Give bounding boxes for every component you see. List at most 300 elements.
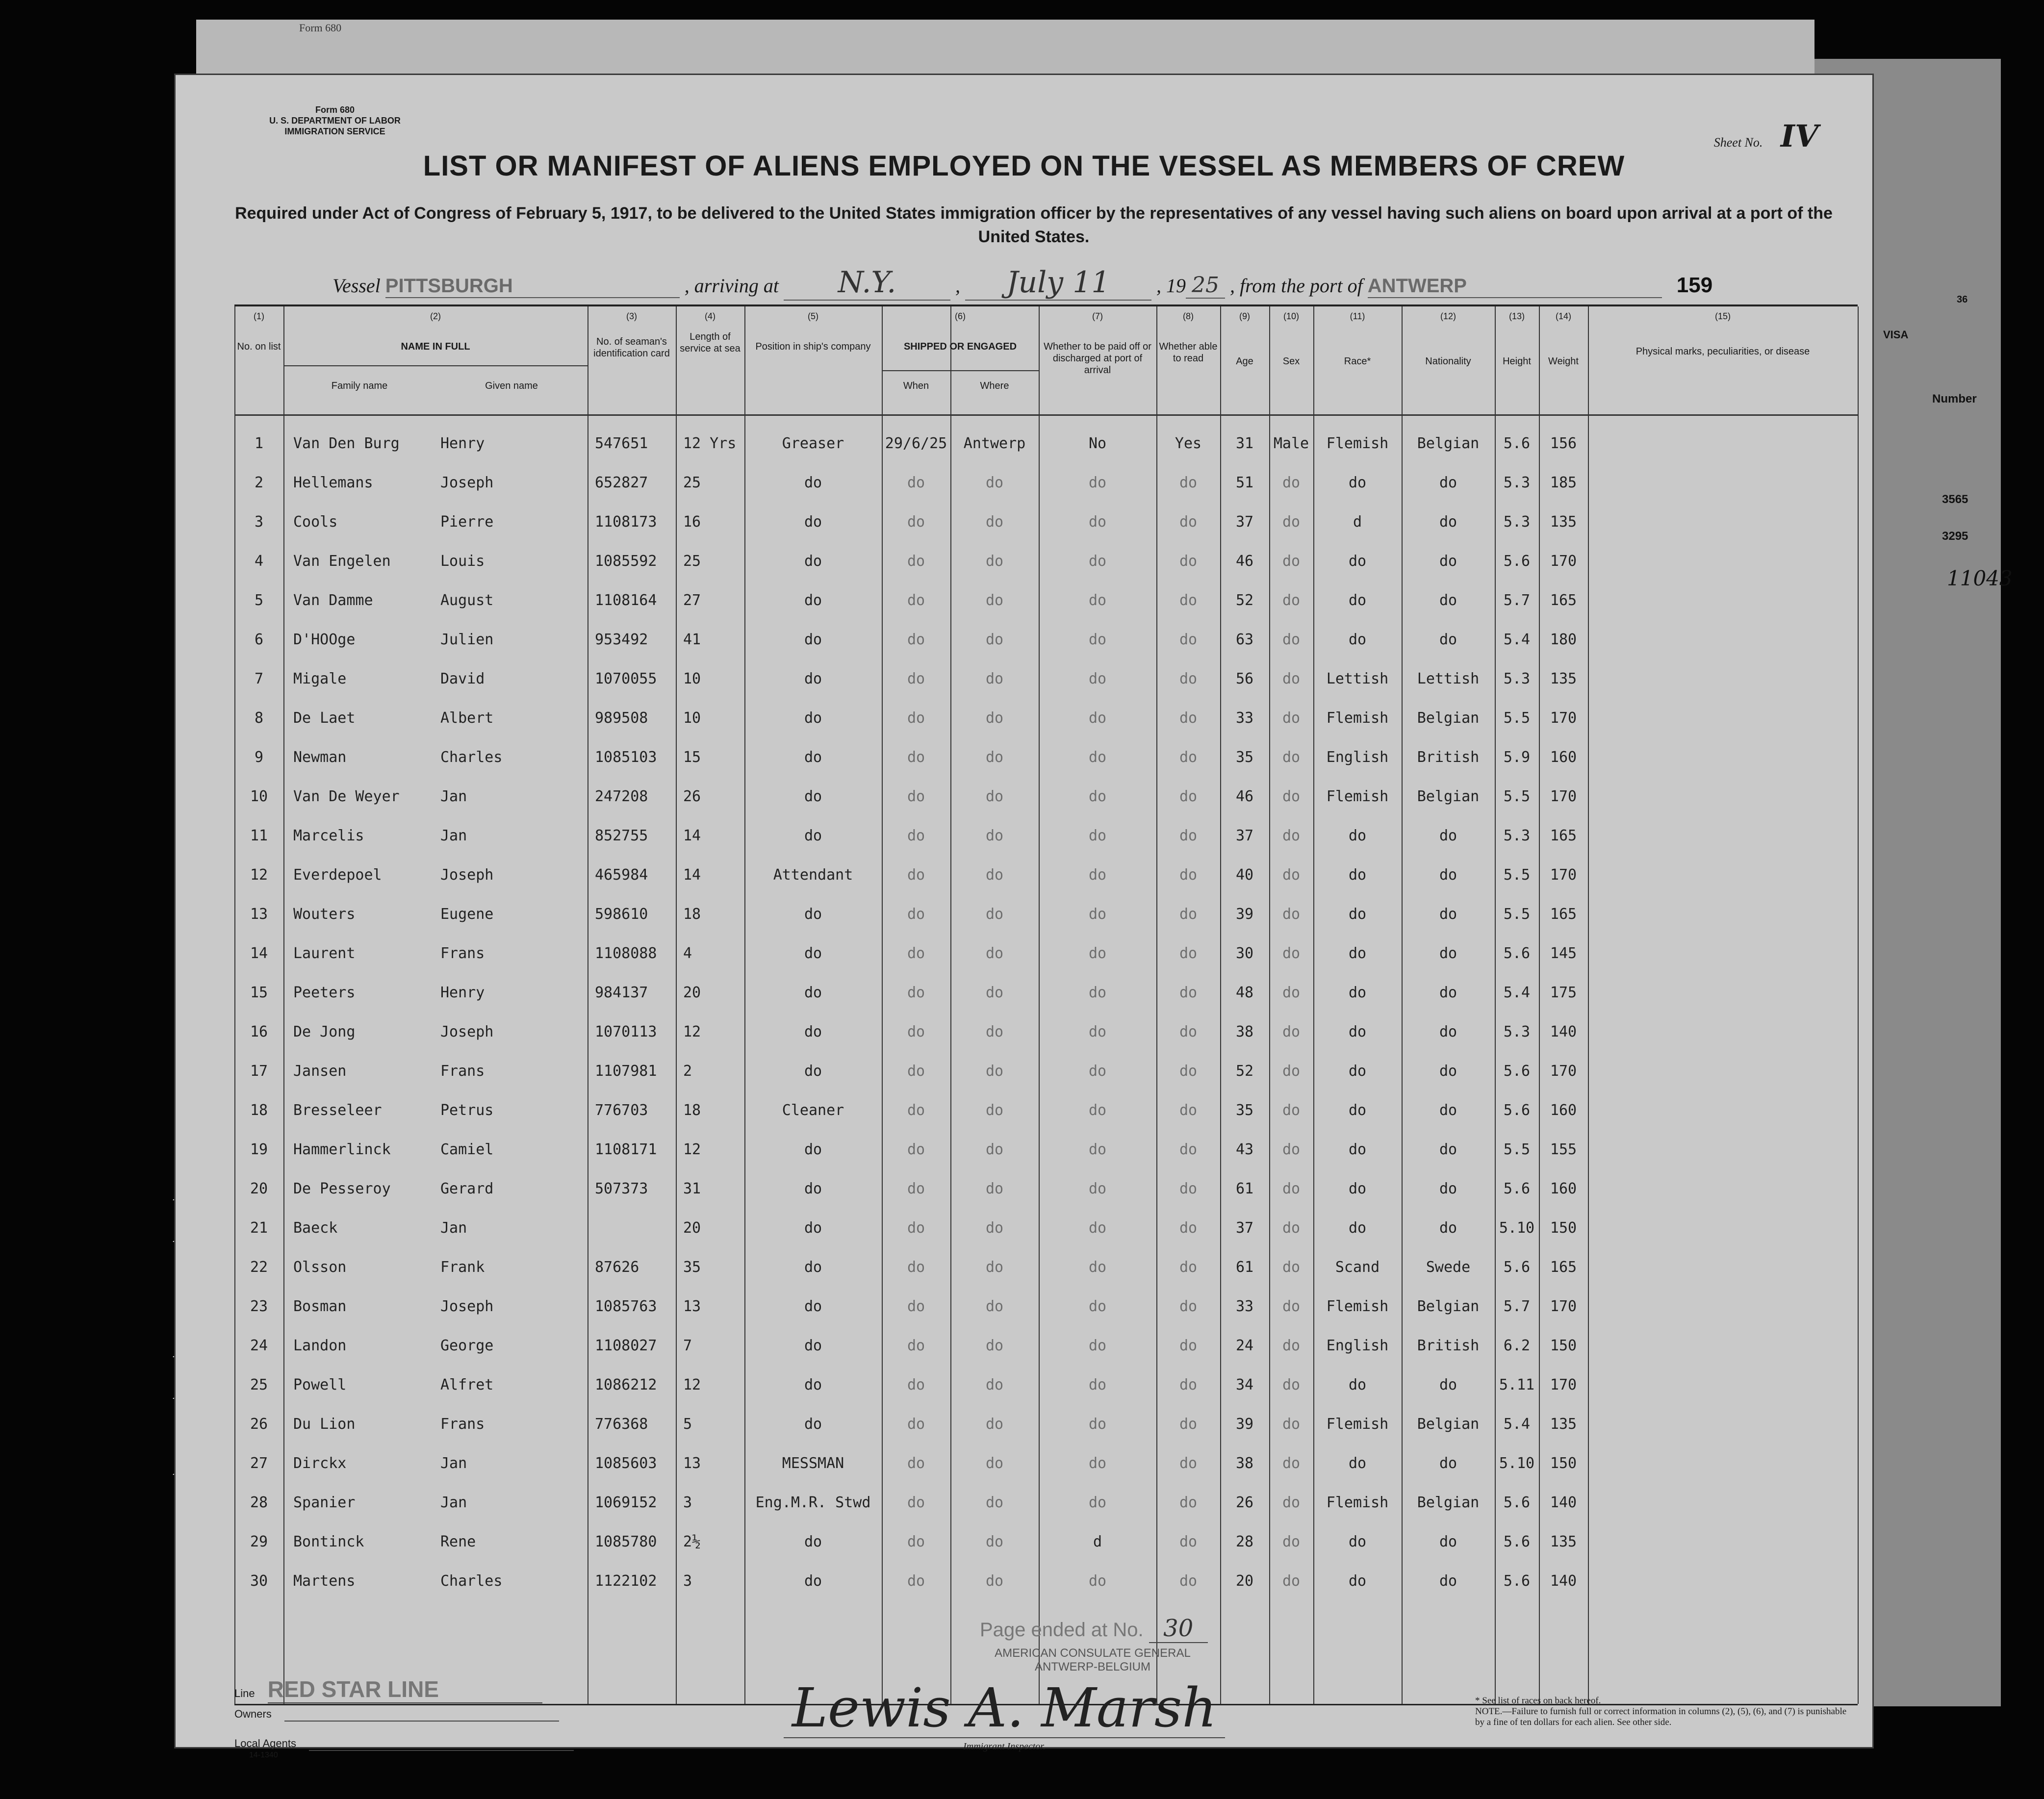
cell-card: 1086212: [595, 1376, 657, 1394]
cell-age: 61: [1235, 1259, 1254, 1276]
cell-weight: 175: [1550, 984, 1577, 1001]
cell-sex: do: [1282, 1023, 1301, 1040]
cell-card: 953492: [595, 631, 648, 648]
cell-service: 5: [683, 1416, 692, 1433]
cell-weight: 185: [1550, 474, 1577, 491]
cell-given: Alfret: [440, 1376, 494, 1394]
cell-where: do: [985, 866, 1004, 884]
cell-given: Jan: [440, 827, 467, 844]
cell-when: do: [907, 1063, 925, 1080]
cell-weight: 140: [1550, 1023, 1577, 1040]
cell-given: Jan: [440, 788, 467, 805]
cell-when: do: [907, 513, 925, 531]
side-code: 36: [1957, 294, 1968, 305]
cell-position: do: [804, 788, 822, 805]
cell-read: do: [1179, 1455, 1198, 1472]
cell-where: do: [985, 1337, 1004, 1354]
table-row: [234, 856, 1858, 895]
cell-race: English: [1326, 1337, 1389, 1354]
cell-family: Landon: [293, 1337, 347, 1354]
cell-weight: 160: [1550, 749, 1577, 766]
cell-no: 3: [254, 513, 264, 531]
cell-position: do: [804, 749, 822, 766]
cell-nat: do: [1439, 553, 1457, 570]
hdr-no-on-list: No. on list: [237, 341, 281, 352]
cell-service: 31: [683, 1180, 701, 1197]
cell-paid: do: [1088, 866, 1107, 884]
cell-height: 5.5: [1503, 788, 1531, 805]
cell-where: do: [985, 1533, 1004, 1550]
cell-nat: Belgian: [1417, 435, 1480, 452]
cell-card: 465984: [595, 866, 648, 884]
table-row: [234, 816, 1858, 856]
cell-position: do: [804, 1416, 822, 1433]
cell-given: Henry: [440, 984, 485, 1001]
hdr-when: When: [903, 380, 929, 391]
hdr-race: Race*: [1344, 356, 1371, 367]
cell-sex: do: [1282, 1180, 1301, 1197]
hdr-age: Age: [1236, 356, 1253, 367]
cell-family: De Jong: [293, 1023, 356, 1040]
cell-when: do: [907, 1337, 925, 1354]
cell-nat: do: [1439, 1455, 1457, 1472]
hdr-shipped: SHIPPED OR ENGAGED: [903, 341, 1017, 352]
cell-height: 5.6: [1503, 1259, 1531, 1276]
table-row: [234, 1366, 1858, 1405]
cell-paid: do: [1088, 1259, 1107, 1276]
cell-weight: 170: [1550, 1298, 1577, 1315]
cell-height: 5.4: [1503, 1416, 1531, 1433]
cell-sex: do: [1282, 788, 1301, 805]
table-row: [234, 503, 1858, 542]
cell-no: 14: [250, 945, 268, 962]
cell-card: 1122102: [595, 1572, 657, 1590]
cell-family: Spanier: [293, 1494, 356, 1511]
department: U. S. DEPARTMENT OF LABOR: [269, 116, 401, 126]
sheet-label: Sheet No.: [1713, 135, 1763, 150]
cell-no: 6: [254, 631, 264, 648]
cell-paid: do: [1088, 945, 1107, 962]
cell-weight: 170: [1550, 1063, 1577, 1080]
arriving-label: , arriving at: [684, 275, 779, 297]
table-row: [234, 424, 1858, 463]
cell-read: do: [1179, 1141, 1198, 1158]
cell-given: Jan: [440, 1455, 467, 1472]
cell-card: 989508: [595, 709, 648, 727]
cell-weight: 165: [1550, 1259, 1577, 1276]
cell-when: do: [907, 788, 925, 805]
cell-position: MESSMAN: [782, 1455, 844, 1472]
cell-service: 10: [683, 670, 701, 687]
cell-sex: do: [1282, 866, 1301, 884]
cell-where: do: [985, 631, 1004, 648]
cell-nat: do: [1439, 945, 1457, 962]
cell-race: Flemish: [1326, 435, 1389, 452]
cell-card: 1085763: [595, 1298, 657, 1315]
table-row: [234, 1209, 1858, 1248]
cell-weight: 160: [1550, 1102, 1577, 1119]
underlying-form-label: Form 680: [299, 22, 342, 34]
cell-weight: 170: [1550, 1376, 1577, 1394]
cell-service: 27: [683, 592, 701, 609]
cell-when: do: [907, 1572, 925, 1590]
cell-given: Joseph: [440, 474, 494, 491]
cell-when: 29/6/25: [885, 435, 947, 452]
cell-paid: do: [1088, 709, 1107, 727]
table-row: [234, 1483, 1858, 1522]
cell-no: 13: [250, 906, 268, 923]
cell-age: 31: [1235, 435, 1254, 452]
cell-age: 56: [1235, 670, 1254, 687]
cell-nat: do: [1439, 513, 1457, 531]
cell-height: 5.10: [1499, 1219, 1535, 1237]
cell-card: 547651: [595, 435, 648, 452]
cell-given: Joseph: [440, 1023, 494, 1040]
cell-given: Julien: [440, 631, 494, 648]
cell-race: Flemish: [1326, 1298, 1389, 1315]
port-label: , from the port of: [1230, 275, 1363, 297]
cell-race: do: [1348, 1023, 1367, 1040]
cell-card: 1108173: [595, 513, 657, 531]
cell-paid: do: [1088, 1298, 1107, 1315]
cell-where: do: [985, 474, 1004, 491]
cell-given: Frans: [440, 1063, 485, 1080]
cell-age: 24: [1235, 1337, 1254, 1354]
cell-service: 14: [683, 827, 701, 844]
cell-sex: do: [1282, 1063, 1301, 1080]
cell-when: do: [907, 592, 925, 609]
page-ended-value: 30: [1149, 1615, 1208, 1643]
cell-where: do: [985, 1572, 1004, 1590]
table-row: [234, 738, 1858, 777]
cell-where: do: [985, 1259, 1004, 1276]
hdr-height: Height: [1503, 356, 1531, 367]
line-field: [234, 1676, 542, 1703]
cell-family: Powell: [293, 1376, 347, 1394]
cell-read: do: [1179, 592, 1198, 609]
cell-height: 5.5: [1503, 709, 1531, 727]
consulate-line-2: ANTWERP-BELGIUM: [1034, 1660, 1150, 1673]
cell-read: do: [1179, 866, 1198, 884]
cell-read: do: [1179, 631, 1198, 648]
cell-race: Flemish: [1326, 1494, 1389, 1511]
hdr-name: NAME IN FULL: [401, 341, 470, 352]
cell-service: 2½: [683, 1533, 701, 1550]
cell-age: 43: [1235, 1141, 1254, 1158]
cell-service: 15: [683, 749, 701, 766]
form-number: Form 680: [315, 105, 355, 115]
cell-paid: do: [1088, 984, 1107, 1001]
cell-position: Greaser: [782, 435, 844, 452]
cell-paid: do: [1088, 553, 1107, 570]
cell-weight: 165: [1550, 592, 1577, 609]
table-row: [234, 1013, 1858, 1052]
cell-family: Van Engelen: [293, 553, 391, 570]
cell-card: 1070055: [595, 670, 657, 687]
side-n3: 11043: [1947, 566, 2013, 590]
cell-weight: 156: [1550, 435, 1577, 452]
cell-position: do: [804, 1572, 822, 1590]
cell-sex: do: [1282, 1533, 1301, 1550]
cell-position: do: [804, 1180, 822, 1197]
cell-where: do: [985, 984, 1004, 1001]
cell-position: do: [804, 1063, 822, 1080]
cell-position: do: [804, 827, 822, 844]
cell-race: do: [1348, 1102, 1367, 1119]
cell-sex: do: [1282, 945, 1301, 962]
cell-height: 5.6: [1503, 1180, 1531, 1197]
cell-race: Flemish: [1326, 1416, 1389, 1433]
cell-no: 2: [254, 474, 264, 491]
cell-service: 12: [683, 1023, 701, 1040]
signature: Lewis A. Marsh: [784, 1678, 1225, 1738]
line-value: RED STAR LINE: [268, 1676, 542, 1703]
cell-age: 51: [1235, 474, 1254, 491]
cell-service: 16: [683, 513, 701, 531]
cell-nat: Lettish: [1417, 670, 1480, 687]
cell-when: do: [907, 1219, 925, 1237]
cell-no: 23: [250, 1298, 268, 1315]
cell-no: 15: [250, 984, 268, 1001]
cell-position: do: [804, 906, 822, 923]
cell-weight: 135: [1550, 1416, 1577, 1433]
cell-position: do: [804, 1141, 822, 1158]
cell-family: Van Damme: [293, 592, 373, 609]
cell-weight: 135: [1550, 670, 1577, 687]
table-row: [234, 1130, 1858, 1169]
cell-paid: do: [1088, 749, 1107, 766]
cell-no: 25: [250, 1376, 268, 1394]
cell-race: Scand: [1335, 1259, 1380, 1276]
cell-no: 4: [254, 553, 264, 570]
cell-position: Cleaner: [782, 1102, 844, 1119]
cell-given: Rene: [440, 1533, 476, 1550]
cell-age: 63: [1235, 631, 1254, 648]
cell-when: do: [907, 1533, 925, 1550]
cell-age: 40: [1235, 866, 1254, 884]
side-visa: VISA: [1883, 329, 1909, 341]
cell-card: 984137: [595, 984, 648, 1001]
cell-where: do: [985, 1376, 1004, 1394]
cell-card: 598610: [595, 906, 648, 923]
cell-weight: 165: [1550, 906, 1577, 923]
page-ended-label: Page ended at No.: [980, 1619, 1144, 1641]
cell-paid: do: [1088, 592, 1107, 609]
cell-service: 10: [683, 709, 701, 727]
cell-family: Olsson: [293, 1259, 347, 1276]
cell-paid: do: [1088, 1180, 1107, 1197]
cell-weight: 160: [1550, 1180, 1577, 1197]
cell-position: do: [804, 945, 822, 962]
cell-paid: No: [1088, 435, 1107, 452]
cell-given: Jan: [440, 1494, 467, 1511]
cell-position: do: [804, 1023, 822, 1040]
cell-paid: do: [1088, 1572, 1107, 1590]
cell-when: do: [907, 1259, 925, 1276]
cell-weight: 145: [1550, 945, 1577, 962]
cell-height: 5.4: [1503, 631, 1531, 648]
cell-nat: do: [1439, 1141, 1457, 1158]
cell-card: 1108088: [595, 945, 657, 962]
cell-service: 18: [683, 1102, 701, 1119]
cell-nat: Belgian: [1417, 1416, 1480, 1433]
cell-paid: do: [1088, 1337, 1107, 1354]
cell-sex: do: [1282, 1141, 1301, 1158]
cell-card: 652827: [595, 474, 648, 491]
cell-height: 5.7: [1503, 592, 1531, 609]
hdr-able-read: Whether able to read: [1159, 341, 1218, 364]
cell-position: do: [804, 1337, 822, 1354]
hdr-family-name: Family name: [331, 380, 388, 391]
cell-when: do: [907, 1141, 925, 1158]
cell-given: Joseph: [440, 866, 494, 884]
hdr-position: Position in ship's company: [755, 341, 871, 352]
cell-card: 1070113: [595, 1023, 657, 1040]
cell-age: 33: [1235, 709, 1254, 727]
cell-no: 17: [250, 1063, 268, 1080]
cell-age: 35: [1235, 1102, 1254, 1119]
cell-no: 27: [250, 1455, 268, 1472]
cell-card: 1085592: [595, 553, 657, 570]
cell-race: do: [1348, 1180, 1367, 1197]
cell-sex: do: [1282, 984, 1301, 1001]
cell-nat: do: [1439, 1102, 1457, 1119]
cell-sex: do: [1282, 1337, 1301, 1354]
cell-race: do: [1348, 906, 1367, 923]
cell-race: do: [1348, 1219, 1367, 1237]
cell-service: 25: [683, 553, 701, 570]
cell-when: do: [907, 984, 925, 1001]
table-row: [234, 973, 1858, 1013]
voyage-line: Vessel PITTSBURGH , arriving at N.Y. , July 11 , 19 25 , from the port of ANTWERP 159: [332, 265, 1785, 301]
cell-nat: do: [1439, 1219, 1457, 1237]
cell-family: Peeters: [293, 984, 356, 1001]
cell-height: 5.4: [1503, 984, 1531, 1001]
cell-read: do: [1179, 1259, 1198, 1276]
cell-where: do: [985, 906, 1004, 923]
cell-read: do: [1179, 1298, 1198, 1315]
cell-family: Martens: [293, 1572, 356, 1590]
table-row: [234, 934, 1858, 973]
cell-read: do: [1179, 1102, 1198, 1119]
cell-family: Hammerlinck: [293, 1141, 391, 1158]
cell-given: Jan: [440, 1219, 467, 1237]
hdr-physical: Physical marks, peculiarities, or disease: [1635, 346, 1810, 357]
cell-card: 1085103: [595, 749, 657, 766]
year-prefix: 19: [1166, 275, 1186, 297]
cell-card: 1108171: [595, 1141, 657, 1158]
cell-service: 20: [683, 984, 701, 1001]
cell-when: do: [907, 945, 925, 962]
cell-age: 38: [1235, 1455, 1254, 1472]
cell-where: do: [985, 1180, 1004, 1197]
cell-no: 29: [250, 1533, 268, 1550]
cell-no: 16: [250, 1023, 268, 1040]
cell-height: 5.6: [1503, 945, 1531, 962]
cell-when: do: [907, 749, 925, 766]
cell-when: do: [907, 1023, 925, 1040]
cell-nat: British: [1417, 749, 1480, 766]
cell-no: 30: [250, 1572, 268, 1590]
footnotes: [1475, 1696, 1848, 1728]
cell-height: 5.11: [1499, 1376, 1535, 1394]
cell-age: 46: [1235, 553, 1254, 570]
cell-height: 5.5: [1503, 906, 1531, 923]
cell-race: do: [1348, 592, 1367, 609]
cell-age: 46: [1235, 788, 1254, 805]
cell-card: 852755: [595, 827, 648, 844]
cell-given: George: [440, 1337, 494, 1354]
cell-card: 87626: [595, 1259, 639, 1276]
cell-race: do: [1348, 1455, 1367, 1472]
cell-service: 14: [683, 866, 701, 884]
cell-read: do: [1179, 670, 1198, 687]
cell-paid: do: [1088, 1455, 1107, 1472]
cell-position: do: [804, 709, 822, 727]
cell-read: do: [1179, 1337, 1198, 1354]
footnote-1: * See list of races on back hereof.: [1475, 1696, 1601, 1706]
cell-family: Dirckx: [293, 1455, 347, 1472]
cell-paid: do: [1088, 1219, 1107, 1237]
table-row: [234, 1562, 1858, 1601]
cell-family: D'HOOge: [293, 631, 356, 648]
cell-height: 5.7: [1503, 1298, 1531, 1315]
cell-age: 39: [1235, 906, 1254, 923]
cell-given: Camiel: [440, 1141, 494, 1158]
cell-paid: d: [1093, 1533, 1102, 1550]
cell-sex: do: [1282, 670, 1301, 687]
hdr-length-service: Length of service at sea: [680, 331, 741, 354]
cell-read: do: [1179, 1180, 1198, 1197]
cell-no: 10: [250, 788, 268, 805]
arrival-date: July 11: [965, 265, 1151, 301]
page-title: LIST OR MANIFEST OF ALIENS EMPLOYED ON THE VESSEL AS MEMBERS OF CREW: [423, 150, 1625, 182]
cell-family: Laurent: [293, 945, 356, 962]
cell-weight: 150: [1550, 1337, 1577, 1354]
cell-height: 5.6: [1503, 435, 1531, 452]
cell-nat: do: [1439, 1533, 1457, 1550]
cell-where: do: [985, 592, 1004, 609]
cell-no: 18: [250, 1102, 268, 1119]
cell-sex: do: [1282, 749, 1301, 766]
cell-read: do: [1179, 827, 1198, 844]
owners-field: [234, 1708, 559, 1722]
cell-read: do: [1179, 1219, 1198, 1237]
cell-position: do: [804, 474, 822, 491]
cell-given: Petrus: [440, 1102, 494, 1119]
cell-where: do: [985, 1102, 1004, 1119]
cell-no: 1: [254, 435, 264, 452]
cell-weight: 170: [1550, 788, 1577, 805]
agents-label: Local Agents: [234, 1737, 296, 1749]
cell-given: Frans: [440, 1416, 485, 1433]
cell-where: do: [985, 1298, 1004, 1315]
cell-race: do: [1348, 945, 1367, 962]
cell-family: Du Lion: [293, 1416, 356, 1433]
cell-height: 5.6: [1503, 1063, 1531, 1080]
cell-height: 5.9: [1503, 749, 1531, 766]
cell-weight: 170: [1550, 553, 1577, 570]
cell-given: Frank: [440, 1259, 485, 1276]
cell-race: English: [1326, 749, 1389, 766]
cell-no: 22: [250, 1259, 268, 1276]
cell-age: 20: [1235, 1572, 1254, 1590]
cell-paid: do: [1088, 670, 1107, 687]
cell-age: 52: [1235, 1063, 1254, 1080]
cell-where: do: [985, 749, 1004, 766]
cell-position: do: [804, 670, 822, 687]
cell-when: do: [907, 906, 925, 923]
